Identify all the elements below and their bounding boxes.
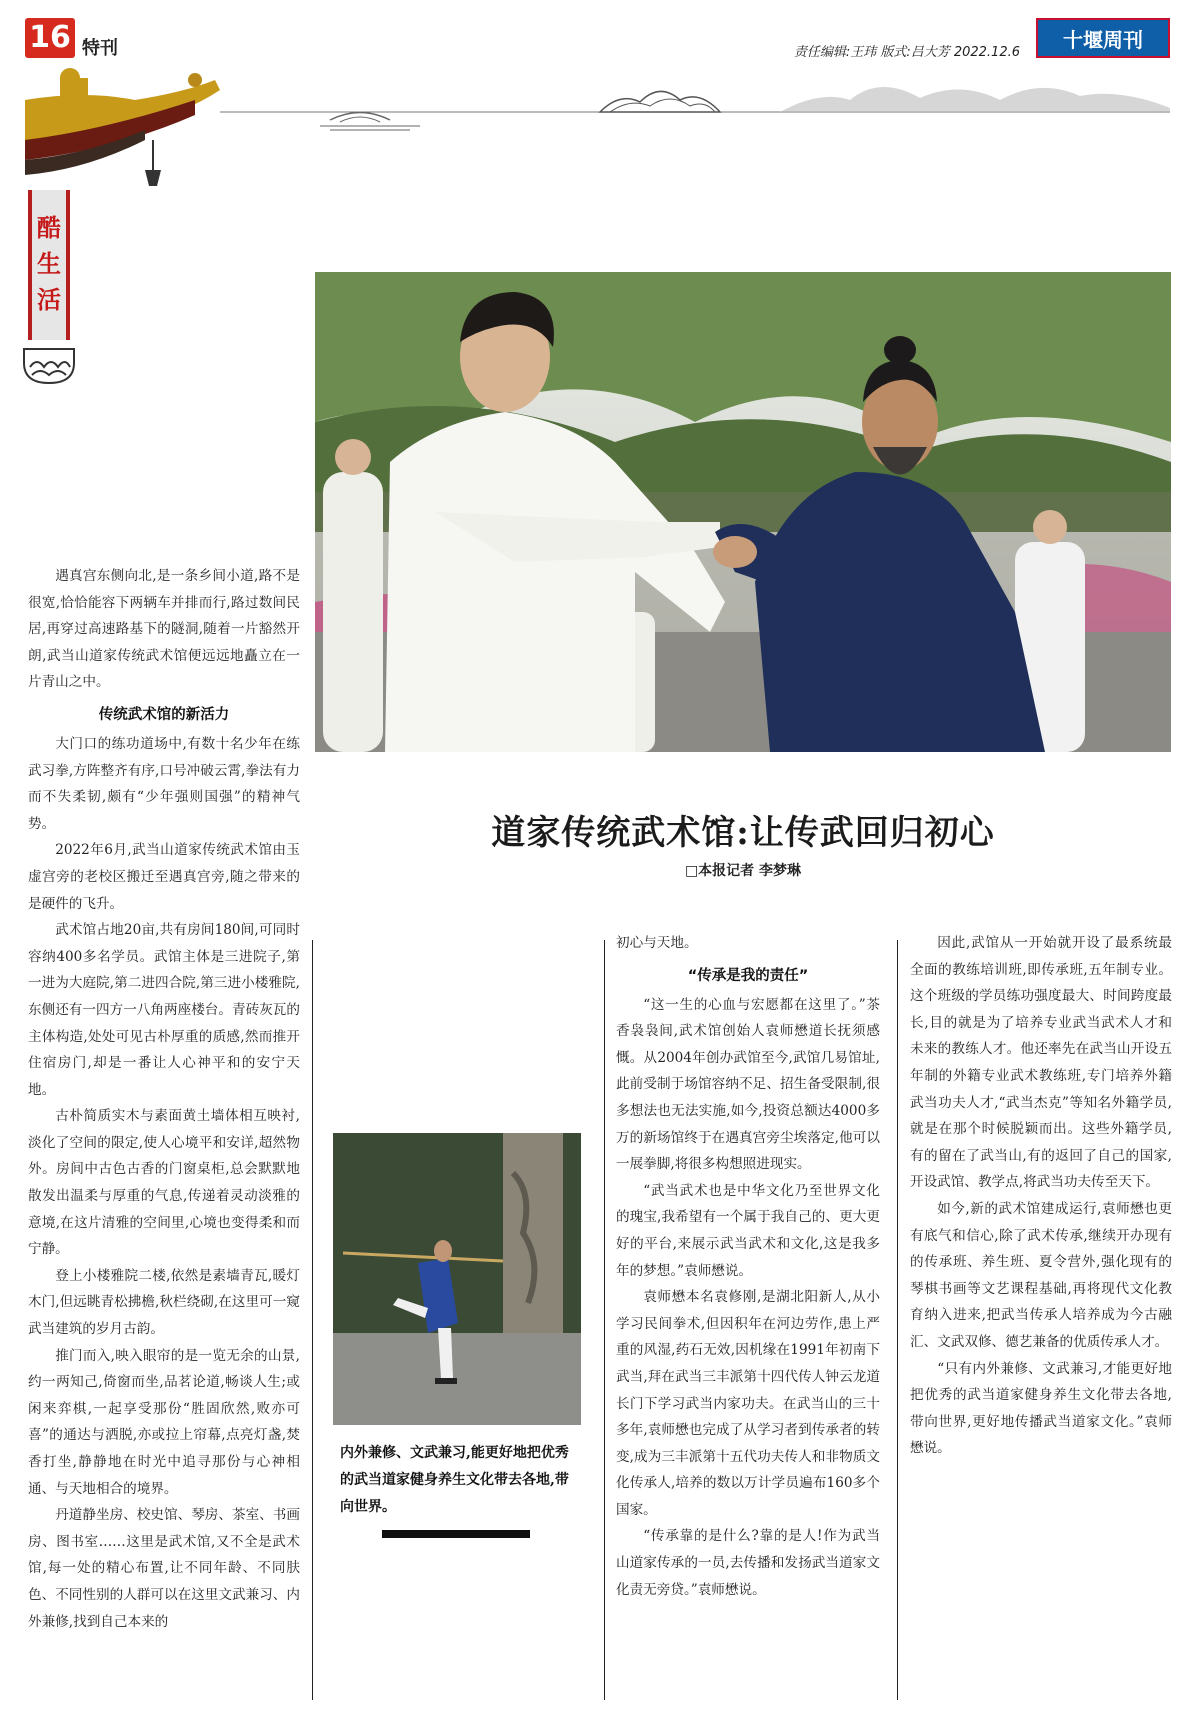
column-divider [312,940,313,1700]
paragraph: “武当武术也是中华文化乃至世界文化的瑰宝,我希望有一个属于我自己的、更大更好的平台,来展示武当武术和文化,这是我多年的梦想。”袁师懋说。 [616,1182,880,1279]
main-photo-martial-arts [315,272,1171,752]
paragraph: “传承靠的是什么?靠的是人!作为武当山道家传承的一员,去传播和发扬武当道家文化责无旁贷。”袁师懋说。 [616,1528,880,1598]
paragraph: 登上小楼雅院二楼,依然是素墙青瓦,暖灯木门,但远眺青松拂檐,秋栏绕砌,在这里可一窥武当建筑的岁月古韵。 [28,1267,300,1338]
paragraph: 如今,新的武术馆建成运行,袁师懋也更有底气和信心,除了武术传承,继续开办现有的传承班、养生班、夏令营外,强化现有的琴棋书画等文艺课程基础,再将现代文化教育纳入进来,把武当传承人培养成为今古融汇、文武双修、德艺兼备的优质传承人才。 [910,1200,1172,1350]
article-column-1 [28,563,300,1635]
section-label: 特刊 [82,38,118,59]
paragraph: 袁师懋本名袁修刚,是湖北阳新人,从小学习民间拳术,但因积年在河边劳作,患上严重的风湿,药石无效,因机缘在1991年初南下武当,拜在武当三丰派第十四代传人钟云龙道长门下学习武当内家功夫。在武当山的三十多年,袁师懋也完成了从学习者到传承者的转变,成为三丰派第十五代功夫传人和非物质文化传承人,培养的数以万计学员遍布160多个国家。 [616,1289,880,1518]
page-number: 16 [25,18,75,58]
subheading-1: 传统武术馆的新活力 [98,706,230,723]
article-byline: □本报记者 李梦琳 [684,863,802,879]
paragraph: 推门而入,映入眼帘的是一览无余的山景,约一两知己,倚窗而坐,品茗论道,畅谈人生;或闲来弈棋,一起享受那份“胜固欣然,败亦可喜”的通达与洒脱,亦或拉上帘幕,点亮灯盏,焚香打坐,静静地在时光中追寻那份与心神相通、与天地相合的境界。 [28,1347,300,1497]
paragraph-continued: 初心与天地。 [616,935,698,951]
paragraph: “这一生的心血与宏愿都在这里了。”茶香袅袅间,武术馆创始人袁师懋道长抚须感慨。从2004年创办武馆至今,武馆几易馆址,此前受制于场馆容纳不足、招生备受限制,很多想法也无法实施,如今,投资总额达4000多万的新场馆终于在遇真宫旁尘埃落定,他可以一展拳脚,将很多构想照进现实。 [616,996,880,1173]
paragraph: 古朴简质实木与素面黄土墙体相互映衬,淡化了空间的限定,使人心境平和安详,超然物外。房间中古色古香的门窗桌柜,总会默默地散发出温柔与厚重的气息,传递着灵动淡雅的意境,在这片清雅的空间里,心境也变得柔和而宁静。 [28,1108,300,1258]
inset-caption: 内外兼修、文武兼习,能更好地把优秀的武当道家健身养生文化带去各地,带向世界。 [340,1445,569,1515]
paragraph: “只有内外兼修、文武兼习,才能更好地把优秀的武当道家健身养生文化带去各地,带向世界,更好地传播武当道家文化。”袁师懋说。 [910,1360,1172,1457]
subheading-2: “传承是我的责任” [687,967,809,984]
temple-roof-ornament [25,60,225,190]
paragraph: 丹道静坐房、校史馆、琴房、茶室、书画房、图书室……这里是武术馆,又不全是武术馆,每一处的精心布置,让不同年龄、不同肤色、不同性别的人群可以在这里文武兼习、内外兼修,找到自己本来的 [28,1507,300,1630]
editor-credits: 责任编辑:王玮 版式:吕大芳 2022.12.6 [793,45,1020,60]
column-divider [897,940,898,1700]
inset-photo-staff-pose [333,1133,581,1425]
article-title: 道家传统武术馆:让传武回归初心 [491,813,995,853]
column-divider [604,940,605,1700]
intro-paragraph: 遇真宫东侧向北,是一条乡间小道,路不是很宽,恰恰能容下两辆车并排而行,路过数间民居,再穿过高速路基下的隧洞,随着一片豁然开朗,武当山道家传统武术馆便远远地矗立在一片青山之中。 [28,568,300,691]
column-tag-label: 酷 生 活 [37,214,61,314]
article-column-3 [616,930,880,1603]
paragraph: 因此,武馆从一开始就开设了最系统最全面的教练培训班,即传承班,五年制专业。这个班级的学员练功强度最大、时间跨度最长,目的就是为了培养专业武当武术人才和未来的教练人才。他还率先在武当山开设五年制的外籍专业武术教练班,专门培养外籍武当功夫人才,“武当杰克”等知名外籍学员,就是在那个时候脱颖而出。这些外籍学员,有的留在了武当山,有的返回了自己的国家,开设武馆、教学点,将武当功夫传至天下。 [910,935,1172,1191]
article-column-4 [910,930,1172,1462]
paragraph: 2022年6月,武当山道家传统武术馆由玉虚宫旁的老校区搬迁至遇真宫旁,随之带来的是硬件的飞升。 [28,842,300,912]
wave-ornament [22,345,76,385]
caption-bar [382,1530,530,1538]
paragraph: 武术馆占地20亩,共有房间180间,可同时容纳400多名学员。武馆主体是三进院子,第一进为大庭院,第二进四合院,第三进小楼雅院,东侧还有一四方一八角两座楼台。青砖灰瓦的主体构造,处处可见古朴厚重的质感,然而推开住宿房门,却是一番让人心神平和的安宁天地。 [28,922,300,1098]
masthead-logo: 十堰周刊 [1036,18,1170,58]
ink-mountain-decoration [220,70,1170,150]
paragraph: 大门口的练功道场中,有数十名少年在练武习拳,方阵整齐有序,口号冲破云霄,拳法有力而不失柔韧,颇有“少年强则国强”的精神气势。 [28,735,300,832]
